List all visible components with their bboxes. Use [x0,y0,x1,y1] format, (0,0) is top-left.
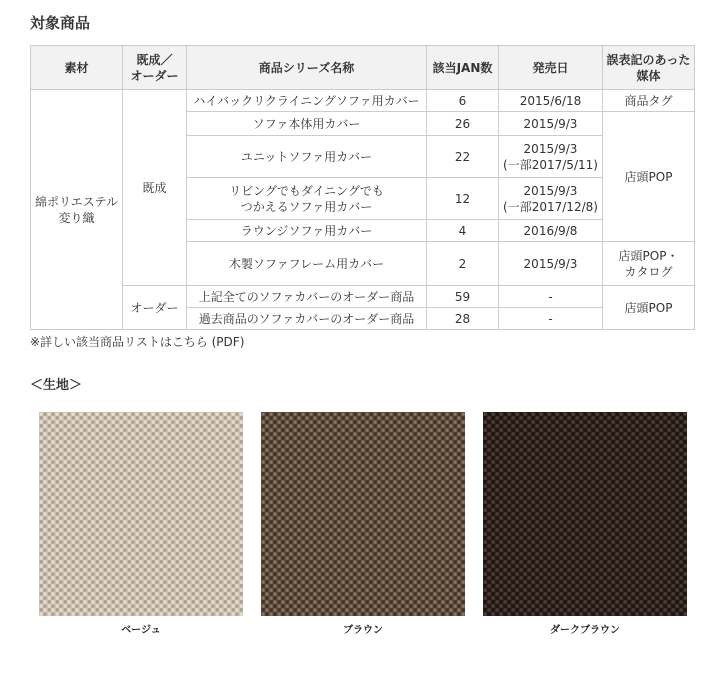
series-cell: ハイバックリクライニングソファ用カバー [187,90,427,112]
release-cell: 2015/9/3 (一部2017/5/11) [499,136,603,178]
swatch-darkbrown-image [483,412,687,616]
header-material: 素材 [31,46,123,90]
release-cell: 2015/6/18 [499,90,603,112]
swatch-beige-image [39,412,243,616]
jan-cell: 26 [427,112,499,136]
jan-cell: 6 [427,90,499,112]
swatch-label-darkbrown: ダークブラウン [550,625,620,636]
media-cell: 商品タグ [603,90,695,112]
release-cell: - [499,308,603,330]
section-title: 対象商品 [30,14,91,32]
series-cell: 木製ソファフレーム用カバー [187,242,427,286]
release-cell: - [499,286,603,308]
header-type: 既成／ オーダー [123,46,187,90]
media-cell-pop: 店頭POP [603,112,695,242]
table-row [31,90,695,112]
release-cell: 2015/9/3 (一部2017/12/8) [499,178,603,220]
series-cell: 上記全てのソファカバーのオーダー商品 [187,286,427,308]
header-series: 商品シリーズ名称 [187,46,427,90]
header-media: 誤表記のあった 媒体 [603,46,695,90]
release-cell: 2016/9/8 [499,220,603,242]
media-cell-pop-order: 店頭POP [603,286,695,330]
table-header-row [31,46,695,90]
jan-cell: 4 [427,220,499,242]
release-cell: 2015/9/3 [499,112,603,136]
header-release: 発売日 [499,46,603,90]
release-cell: 2015/9/3 [499,242,603,286]
jan-cell: 2 [427,242,499,286]
series-cell: 過去商品のソファカバーのオーダー商品 [187,308,427,330]
pdf-link[interactable]: ※詳しい該当商品リストはこちら (PDF) [30,335,245,349]
jan-cell: 28 [427,308,499,330]
jan-cell: 12 [427,178,499,220]
jan-cell: 22 [427,136,499,178]
material-cell: 綿ポリエステル 変り織 [31,90,123,330]
group-order-cell: オーダー [123,286,187,330]
swatch-label-brown: ブラウン [343,625,383,636]
series-cell: ラウンジソファ用カバー [187,220,427,242]
fabric-heading: ＜生地＞ [30,378,83,393]
series-cell: ユニットソファ用カバー [187,136,427,178]
header-jan: 該当JAN数 [427,46,499,90]
pdf-note [30,333,244,350]
swatch-label-beige: ベージュ [121,625,161,636]
jan-cell: 59 [427,286,499,308]
series-cell: リビングでもダイニングでも つかえるソファ用カバー [187,178,427,220]
products-table [30,45,695,330]
table-row [31,286,695,308]
swatch-brown-image [261,412,465,616]
media-cell: 店頭POP・ カタログ [603,242,695,286]
group-ready-cell: 既成 [123,90,187,286]
series-cell: ソファ本体用カバー [187,112,427,136]
